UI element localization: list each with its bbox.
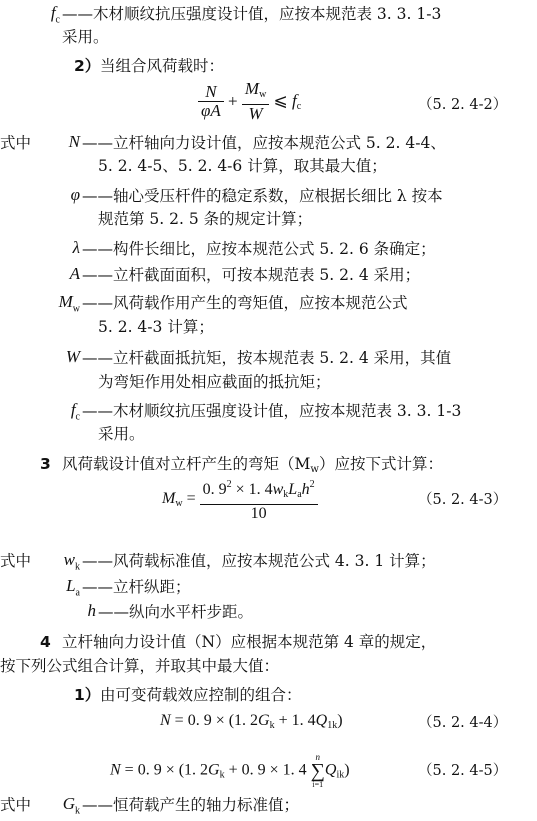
symbol-fc-2: $f_c$: [70, 400, 80, 423]
item-4-1-number: 1）: [74, 686, 101, 704]
item-4-1-text: 由可变荷载效应控制的组合：: [100, 686, 302, 704]
equation-5-2-4-2: $\frac{N}{\varphi A}$ + $\frac{M_w}{W}$ ⩽ $f_c$: [198, 80, 301, 123]
La-description: ——立杆纵距；: [82, 578, 191, 596]
symbol-lambda: λ: [72, 238, 80, 257]
item-2-number: 2）: [74, 57, 101, 75]
item-2-text: 当组合风荷载时：: [100, 57, 225, 75]
equation-number-5-2-4-5: （5. 2. 4-5）: [418, 763, 508, 779]
equation-5-2-4-5: N = 0. 9 × (1. $2G_k + 0$. 9 × 1. 4 n ∑ i=1 $Q_{ik}$): [110, 752, 350, 789]
phi-description-cont: 规范第 5. 2. 5 条的规定计算；: [98, 210, 313, 228]
item-3-number: 3: [40, 455, 51, 473]
where-label: 式中: [0, 134, 32, 152]
N-description-cont: 5. 2. 4-5、5. 2. 4-6 计算，取其最大值；: [98, 157, 387, 175]
symbol-h: h: [87, 601, 96, 620]
phi-description: ——轴心受压杆件的稳定系数，应根据长细比 λ 按本: [82, 187, 443, 205]
Mw-description-cont: 5. 2. 4-3 计算；: [98, 318, 214, 336]
Gk-description: ——恒荷载产生的轴力标准值；: [82, 796, 300, 814]
equation-5-2-4-4: N = 0. 9 × (1. $2G_k + 1$. $4Q_{1k}$): [160, 712, 343, 731]
equation-number-5-2-4-2: （5. 2. 4-2）: [418, 97, 508, 113]
wk-description: ——风荷载标准值，应按本规范公式 4. 3. 1 计算；: [82, 552, 436, 570]
fc-description-top-cont: 采用。: [62, 28, 109, 46]
symbol-La: $L_a$: [66, 576, 80, 599]
symbol-W: W: [65, 347, 80, 366]
lambda-description: ——构件长细比，应按本规范公式 5. 2. 6 条确定；: [82, 240, 436, 258]
W-description-cont: 为弯矩作用处相应截面的抵抗矩；: [98, 373, 331, 391]
equation-number-5-2-4-3: （5. 2. 4-3）: [418, 492, 508, 508]
item-3-text-start: 风荷载设计值对立杆产生的弯矩（M: [62, 455, 311, 473]
Mw-description: ——风荷载作用产生的弯矩值，应按本规范公式: [82, 294, 408, 312]
A-description: ——立杆截面面积，可按本规范表 5. 2. 4 采用；: [82, 266, 421, 284]
fc-description: ——木材顺纹抗压强度设计值，应按本规范表 3. 3. 1-3: [82, 402, 462, 420]
fc-description-cont: 采用。: [98, 425, 145, 443]
fc-description-top: ——木材顺纹抗压强度设计值，应按本规范表 3. 3. 1-3: [62, 5, 442, 23]
equation-number-5-2-4-4: （5. 2. 4-4）: [418, 715, 508, 731]
symbol-fc: $f_c$: [50, 3, 60, 26]
item-4-text-cont: 按下列公式组合计算，并取其中最大值：: [0, 657, 280, 675]
where-label-3: 式中: [0, 796, 32, 814]
item-3-text: 风荷载设计值对立杆产生的弯矩$(M_w)$应按下式计算：: [62, 455, 443, 475]
equation-5-2-4-3: $M_w$ = $\frac{0. 9^2 \times 1. 4w_kL_ah^2}{10}$: [162, 476, 318, 523]
W-description: ——立杆截面抵抗矩，按本规范表 5. 2. 4 采用，其值: [82, 349, 452, 367]
h-description: ——纵向水平杆步距。: [98, 603, 254, 621]
where-label-2: 式中: [0, 552, 32, 570]
symbol-Mw: $M_w$: [58, 292, 80, 315]
symbol-A: A: [69, 264, 80, 283]
N-description: ——立杆轴向力设计值，应按本规范公式 5. 2. 4-4、: [82, 134, 446, 152]
symbol-phi: φ: [70, 185, 80, 204]
symbol-wk: $w_k$: [63, 550, 80, 573]
item-4-text: 立杆轴向力设计值（N）应根据本规范第 4 章的规定，: [62, 633, 437, 651]
symbol-N: N: [68, 132, 80, 151]
item-3-text-end: ）应按下式计算：: [318, 455, 443, 473]
symbol-Gk: $G_k$: [62, 794, 80, 817]
item-4-number: 4: [40, 633, 51, 651]
